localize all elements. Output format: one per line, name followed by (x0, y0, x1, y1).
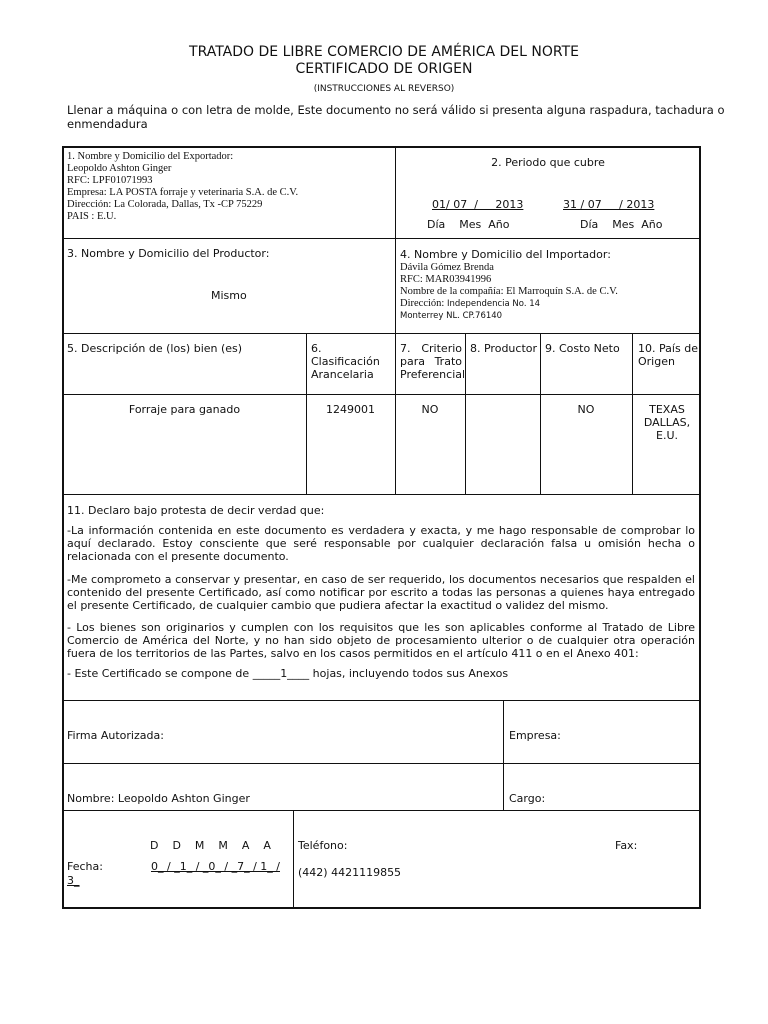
divider (63, 763, 700, 764)
importer-address-label: Dirección: (400, 298, 445, 309)
phone-label: Teléfono: (298, 839, 348, 852)
date-value-year: 3_ (67, 874, 80, 887)
instructions-note: (INSTRUCCIONES AL REVERSO) (313, 84, 455, 94)
declaration-p4 (67, 667, 508, 680)
company-label: Empresa: (509, 729, 561, 742)
exporter-name: Leopoldo Ashton Ginger (67, 163, 172, 174)
exporter-rfc: RFC: LPF01071993 (67, 175, 153, 186)
phone-value: (442) 4421119855 (298, 866, 402, 879)
divider (63, 494, 700, 495)
importer-name: Dávila Gómez Brenda (400, 262, 494, 273)
position-label: Cargo: (509, 792, 546, 805)
divider (293, 811, 294, 908)
period-to-units: Día Mes Año (580, 218, 663, 231)
declaration-label: 11. Declaro bajo protesta de decir verdad que: (67, 504, 325, 517)
signer-name: Nombre: Leopoldo Ashton Ginger (67, 792, 250, 805)
date-format-units: D D M M A A (150, 839, 271, 852)
goods-description: Forraje para ganado (128, 403, 241, 416)
goods-criterion: NO (421, 403, 439, 416)
goods-col-origin: 10. País de Origen (638, 342, 698, 368)
goods-origin: TEXAS DALLAS, E.U. (643, 403, 691, 442)
divider (63, 810, 700, 811)
importer-label: 4. Nombre y Domicilio del Importador: (400, 248, 611, 261)
goods-col-producer: 8. Productor (470, 342, 538, 355)
divider (395, 147, 396, 334)
divider (632, 334, 633, 494)
date-label: Fecha: (67, 860, 103, 873)
divider (465, 334, 466, 494)
period-from: 01/ 07 / 2013 (432, 198, 524, 211)
exporter-company: Empresa: LA POSTA forraje y veterinaria S.A. de C.V. (67, 187, 299, 198)
importer-address: Independencia No. 14 (446, 299, 541, 309)
declaration-p3: - Los bienes son originarios y cumplen con los requisitos que les son aplicables conforme al Tratado de Libre Comercio de América del Norte, y no han sido objeto de procesamiento ulterior o de cualquier otra operación fuera de los territorios de las Partes, salvo en los casos permitidos en el artículo 411 o en el Anexo 401: (67, 621, 695, 660)
exporter-label: 1. Nombre y Domicilio del Exportador: (67, 151, 234, 162)
importer-rfc: RFC: MAR03941996 (400, 274, 492, 285)
importer-city: Monterrey NL. CP.76140 (400, 311, 503, 321)
declaration-p2: -Me comprometo a conservar y presentar, en caso de ser requerido, los documentos necesarios que respalden el contenido del presente Certificado, así como notificar por escrito a todas las personas a quienes haya entregado el presente Certificado, de cualquier cambio que pudiera afectar la exactitud o validez del mismo. (67, 573, 695, 612)
declaration-page-count: _____1____ (252, 667, 310, 680)
fill-instructions: Llenar a máquina o con letra de molde, Este documento no será válido si presenta alguna raspadura, tachadura o enmendadura (67, 103, 725, 131)
producer-label: 3. Nombre y Domicilio del Productor: (67, 247, 270, 260)
declaration-p4-prefix: - Este Certificado se compone de (67, 667, 253, 680)
declaration-p4-suffix: hojas, incluyendo todos sus Anexos (309, 667, 509, 680)
goods-col-description: 5. Descripción de (los) bien (es) (67, 342, 243, 355)
signature-label: Firma Autorizada: (67, 729, 164, 742)
exporter-block (67, 151, 392, 223)
divider (63, 394, 700, 395)
period-from-units: Día Mes Año (427, 218, 510, 231)
goods-classification: 1249001 (326, 403, 375, 416)
document-title: TRATADO DE LIBRE COMERCIO DE AMÉRICA DEL NORTE (189, 44, 579, 60)
period-label: 2. Periodo que cubre (491, 156, 605, 169)
goods-net-cost: NO (577, 403, 595, 416)
period-to: 31 / 07 / 2013 (563, 198, 655, 211)
divider (503, 701, 504, 810)
fax-label: Fax: (615, 839, 638, 852)
importer-block (400, 262, 698, 322)
goods-col-net-cost: 9. Costo Neto (545, 342, 620, 355)
importer-company: Nombre de la compañía: El Marroquín S.A. de C.V. (400, 286, 618, 297)
producer-value: Mismo (211, 289, 247, 302)
date-value: 0_ / _1_ / _0_ / _7_ / 1_ / (151, 860, 280, 873)
exporter-address: Dirección: La Colorada, Dallas, Tx -CP 75229 (67, 199, 263, 210)
exporter-country: PAIS : E.U. (67, 211, 117, 222)
goods-col-criterion: 7. Criterio para Trato Preferencial (400, 342, 466, 381)
divider (63, 700, 700, 701)
document-subtitle: CERTIFICADO DE ORIGEN (295, 61, 473, 77)
divider (63, 238, 700, 239)
goods-col-classification: 6. Clasificación Arancelaria (311, 342, 380, 381)
divider (63, 333, 700, 334)
declaration-p1: -La información contenida en este documento es verdadera y exacta, y me hago responsable de comprobar lo aquí declarado. Estoy consciente que seré responsable por cualquier declaración falsa u omisión hecha o relacionada con el presente documento. (67, 524, 695, 563)
